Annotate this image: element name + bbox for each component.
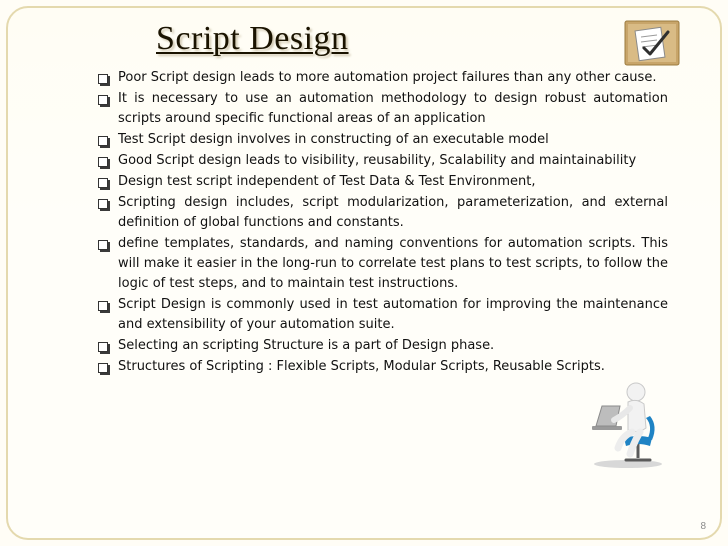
- bullet-item: [96, 336, 668, 356]
- document-check-icon: [624, 20, 680, 66]
- checkbox-bullet-icon: [98, 178, 108, 188]
- bullet-item: [96, 89, 668, 129]
- bullet-text: Test Script design involves in constructing of an executable model: [118, 132, 549, 147]
- slide-title: Script Design: [156, 20, 349, 57]
- bullet-text: define templates, standards, and naming conventions for automation scripts. This will make it easier in the long-run to correlate test plans to test scripts, to follow the logic of test steps, and to maintain test instructions.: [118, 236, 668, 291]
- checkbox-bullet-icon: [98, 199, 108, 209]
- bullet-item: [96, 193, 668, 233]
- person-at-laptop-icon: [578, 376, 674, 472]
- checkbox-bullet-icon: [98, 136, 108, 146]
- bullet-text: Structures of Scripting : Flexible Scripts, Modular Scripts, Reusable Scripts.: [118, 359, 605, 374]
- bullet-text: Poor Script design leads to more automation project failures than any other cause.: [118, 70, 657, 85]
- checkbox-bullet-icon: [98, 95, 108, 105]
- bullet-item: [96, 234, 668, 294]
- bullet-item: [96, 295, 668, 335]
- bullet-list: [96, 68, 668, 378]
- page-number: 8: [700, 521, 706, 532]
- bullet-text: Good Script design leads to visibility, reusability, Scalability and maintainability: [118, 153, 637, 168]
- checkbox-bullet-icon: [98, 74, 108, 84]
- checkbox-bullet-icon: [98, 157, 108, 167]
- checkbox-bullet-icon: [98, 363, 108, 373]
- bullet-text: It is necessary to use an automation methodology to design robust automation scripts around specific functional areas of an application: [118, 91, 668, 126]
- checkbox-bullet-icon: [98, 240, 108, 250]
- checkbox-bullet-icon: [98, 301, 108, 311]
- bullet-text: Scripting design includes, script modularization, parameterization, and external definition of global functions and constants.: [118, 195, 668, 230]
- checkbox-bullet-icon: [98, 342, 108, 352]
- bullet-item: [96, 172, 668, 192]
- bullet-text: Script Design is commonly used in test automation for improving the maintenance and extensibility of your automation suite.: [118, 297, 668, 332]
- bullet-text: Design test script independent of Test Data & Test Environment,: [118, 174, 536, 189]
- bullet-text: Selecting an scripting Structure is a part of Design phase.: [118, 338, 495, 353]
- bullet-item: [96, 151, 668, 171]
- bullet-item: [96, 357, 668, 377]
- bullet-item: [96, 130, 668, 150]
- bullet-item: [96, 68, 668, 88]
